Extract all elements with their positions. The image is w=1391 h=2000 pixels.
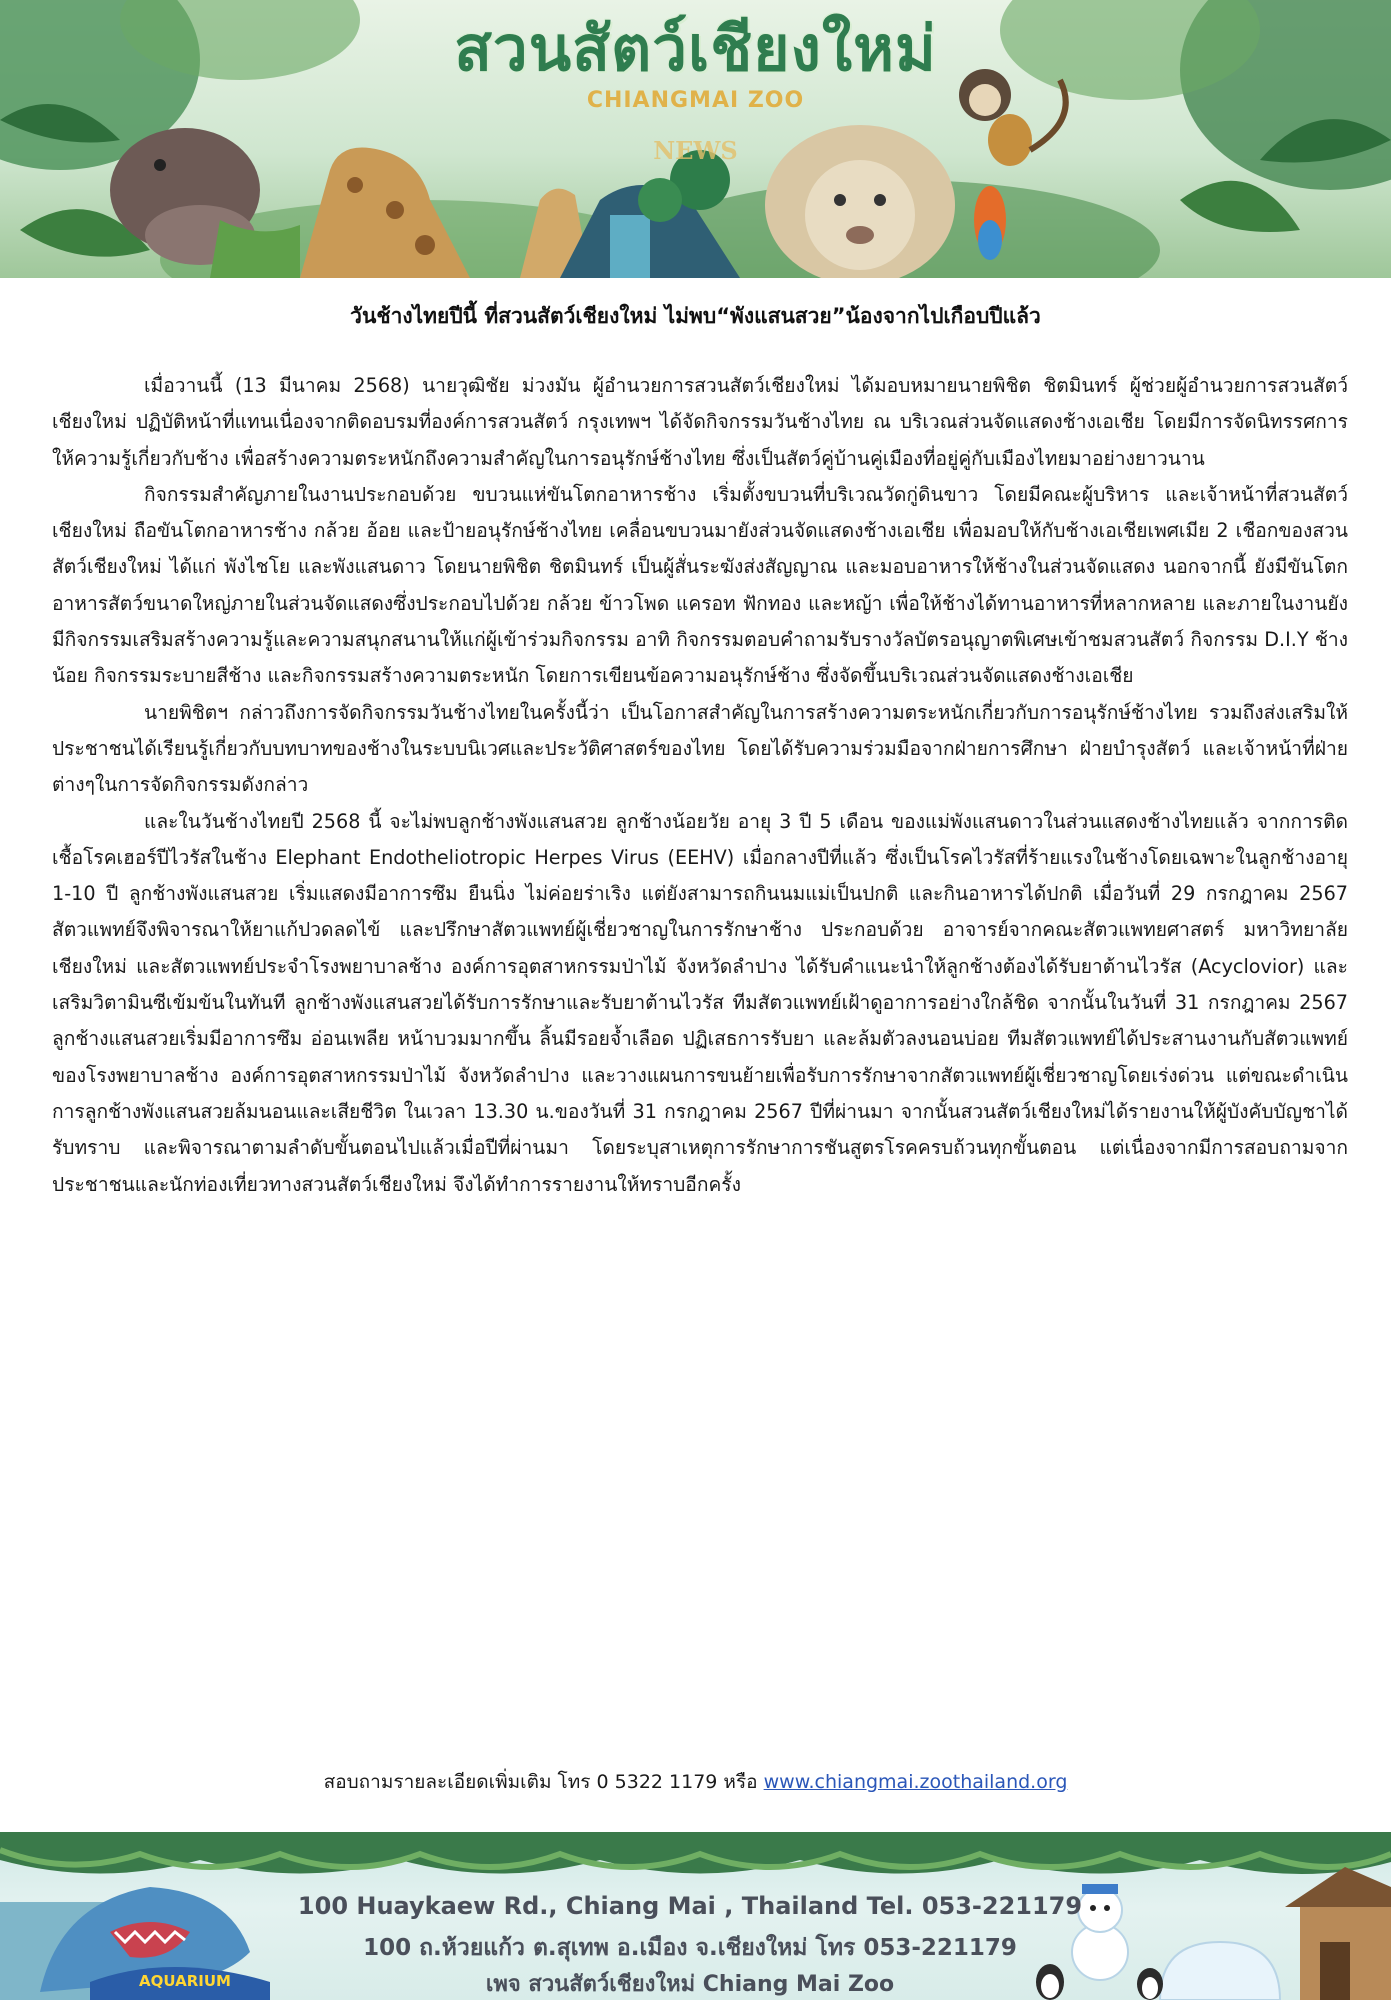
article-paragraph: กิจกรรมสำคัญภายในงานประกอบด้วย ขบวนแห่ขันโตกอาหารช้าง เริ่มตั้งขบวนที่บริเวณวัดกู่ดินขาว โดยมีคณะผู้บริหาร และเจ้าหน้าที่สวนสัตว์เชียงใหม่ ถือขันโตกอาหารช้าง กล้วย อ้อย และป้ายอนุรักษ์ช้างไทย เคลื่อนขบวนมายังส่วนจัดแสดงช้างเอเชีย เพื่อมอบให้กับช้างเอเชียเพศเมีย 2 เชือกของสวนสัตว์เชียงใหม่ ได้แก่ พังไชโย และพังแสนดาว โดยนายพิชิต ชิตมินทร์ เป็นผู้สั่นระฆังส่งสัญญาณ และมอบอาหารให้ช้างในส่วนจัดแสดง นอกจากนี้ ยังมีขันโตกอาหารสัตว์ขนาดใหญ่ภายในส่วนจัดแสดงซึ่งประกอบไปด้วย กล้วย ข้าวโพด แครอท ฟักทอง และหญ้า เพื่อให้ช้างได้ทานอาหารที่หลากหลาย และภายในงานยังมีกิจกรรมเสริมสร้างความรู้และความสนุกสนานให้แก่ผู้เข้าร่วมกิจกรรม อาทิ กิจกรรมตอบคำถามรับรางวัลบัตรอนุญาตพิเศษเข้าชมสวนสัตว์ กิจกรรม D.I.Y ช้างน้อย กิจกรรมระบายสีช้าง และกิจกรรมสร้างความตระหนัก โดยการเขียนข้อความอนุรักษ์ช้าง ซึ่งจัดขึ้นบริเวณส่วนจัดแสดงช้างเอเชีย bbox=[52, 482, 1348, 688]
footer-address-english: 100 Huaykaew Rd., Chiang Mai , Thailand Tel. 053-221179 bbox=[297, 1892, 1083, 1920]
article-body bbox=[52, 368, 1348, 1203]
contact-line bbox=[0, 1767, 1391, 1797]
banner-title-english: CHIANGMAI ZOO bbox=[586, 88, 805, 113]
footer-address-thai: 100 ถ.ห้วยแก้ว ต.สุเทพ อ.เมือง จ.เชียงใหม่ โทร 053-221179 bbox=[363, 1935, 1017, 1961]
website-link[interactable]: www.chiangmai.zoothailand.org bbox=[763, 1771, 1068, 1793]
aquarium-label: AQUARIUM bbox=[139, 1972, 231, 1990]
article-paragraph: นายพิชิตฯ กล่าวถึงการจัดกิจกรรมวันช้างไทยในครั้งนี้ว่า เป็นโอกาสสำคัญในการสร้างความตระหนักเกี่ยวกับการอนุรักษ์ช้างไทย รวมถึงส่งเสริมให้ประชาชนได้เรียนรู้เกี่ยวกับบทบาทของช้างในระบบนิเวศและประวัติศาสตร์ของไทย โดยได้รับความร่วมมือจากฝ่ายการศึกษา ฝ่ายบำรุงสัตว์ และเจ้าหน้าที่ฝ่ายต่างๆในการจัดกิจกรรมดังกล่าว bbox=[52, 700, 1348, 797]
banner-title-thai: สวนสัตว์เชียงใหม่ bbox=[454, 12, 937, 85]
footer-facebook-page: เพจ สวนสัตว์เชียงใหม่ Chiang Mai Zoo bbox=[485, 1972, 895, 1997]
contact-text: สอบถามรายละเอียดเพิ่มเติม โทร 0 5322 1179 หรือ bbox=[323, 1771, 764, 1793]
article-paragraph: และในวันช้างไทยปี 2568 นี้ จะไม่พบลูกช้างพังแสนสวย ลูกช้างน้อยวัย อายุ 3 ปี 5 เดือน ของแม่พังแสนดาวในส่วนแสดงช้างไทยแล้ว จากการติดเชื้อโรคเฮอร์ปีไวรัสในช้าง Elephant Endotheliotropic Herpes Virus (EEHV) เมื่อกลางปีที่แล้ว ซึ่งเป็นโรคไวรัสที่ร้ายแรงในช้างโดยเฉพาะในลูกช้างอายุ 1-10 ปี ลูกช้างพังแสนสวย เริ่มแสดงมีอาการซึม ยืนนิ่ง ไม่ค่อยร่าเริง แต่ยังสามารถกินนมแม่เป็นปกติ และกินอาหารได้ปกติ เมื่อวันที่ 29 กรกฎาคม 2567 สัตวแพทย์จึงพิจารณาให้ยาแก้ปวดลดไข้ และปรึกษาสัตวแพทย์ผู้เชี่ยวชาญในการรักษาช้าง ประกอบด้วย อาจารย์จากคณะสัตวแพทยศาสตร์ มหาวิทยาลัยเชียงใหม่ และสัตวแพทย์ประจำโรงพยาบาลช้าง องค์การอุตสาหกรรมป่าไม้ จังหวัดลำปาง ได้รับคำแนะนำให้ลูกช้างต้องได้รับยาต้านไวรัส (Acyclovior) และเสริมวิตามินซีเข้มข้นในทันที ลูกช้างพังแสนสวยได้รับการรักษาและรับยาต้านไวรัส ทีมสัตวแพทย์เฝ้าดูอาการอย่างใกล้ชิด จากนั้นในวันที่ 31 กรกฎาคม 2567 ลูกช้างแสนสวยเริ่มมีอาการซึม อ่อนเพลีย หน้าบวมมากขึ้น ลิ้นมีรอยจ้ำเลือด ปฏิเสธการรับยา และล้มตัวลงนอนบ่อย ทีมสัตวแพทย์ได้ประสานงานกับสัตวแพทย์ของโรงพยาบาลช้าง องค์การอุตสาหกรรมป่าไม้ จังหวัดลำปาง และวางแผนการขนย้ายเพื่อรับการรักษาจากสัตวแพทย์ผู้เชี่ยวชาญโดยเร่งด่วน แต่ขณะดำเนินการลูกช้างพังแสนสวยล้มนอนและเสียชีวิต ในเวลา 13.30 น.ของวันที่ 31 กรกฎาคม 2567 ปีที่ผ่านมา จากนั้นสวนสัตว์เชียงใหม่ได้รายงานให้ผู้บังคับบัญชาได้รับทราบ และพิจารณาตามลำดับขั้นตอนไปแล้วเมื่อปีที่ผ่านมา โดยระบุสาเหตุการรักษาการชันสูตรโรคครบถ้วนทุกขั้นตอน แต่เนื่องจากมีการสอบถามจากประชาชนและนักท่องเที่ยวทางสวนสัตว์เชียงใหม่ จึงได้ทำการรายงานให้ทราบอีกครั้ง bbox=[52, 809, 1348, 1196]
footer-banner bbox=[0, 1832, 1391, 2000]
banner-news-label: NEWS bbox=[653, 136, 738, 165]
article-paragraph: เมื่อวานนี้ (13 มีนาคม 2568) นายวุฒิชัย ม่วงมัน ผู้อำนวยการสวนสัตว์เชียงใหม่ ได้มอบหมายนายพิชิต ชิตมินทร์ ผู้ช่วยผู้อำนวยการสวนสัตว์เชียงใหม่ ปฏิบัติหน้าที่แทนเนื่องจากติดอบรมที่องค์การสวนสัตว์ กรุงเทพฯ ได้จัดกิจกรรมวันช้างไทย ณ บริเวณส่วนจัดแสดงช้างเอเชีย โดยมีการจัดนิทรรศการให้ความรู้เกี่ยวกับช้าง เพื่อสร้างความตระหนักถึงความสำคัญในการอนุรักษ์ช้างไทย ซึ่งเป็นสัตว์คู่บ้านคู่เมืองที่อยู่คู่กับเมืองไทยมาอย่างยาวนาน bbox=[52, 374, 1348, 470]
article-headline: วันช้างไทยปีนี้ ที่สวนสัตว์เชียงใหม่ ไม่พบ“พังแสนสวย”น้องจากไปเกือบปีแล้ว bbox=[350, 304, 1041, 328]
header-banner bbox=[0, 0, 1391, 278]
